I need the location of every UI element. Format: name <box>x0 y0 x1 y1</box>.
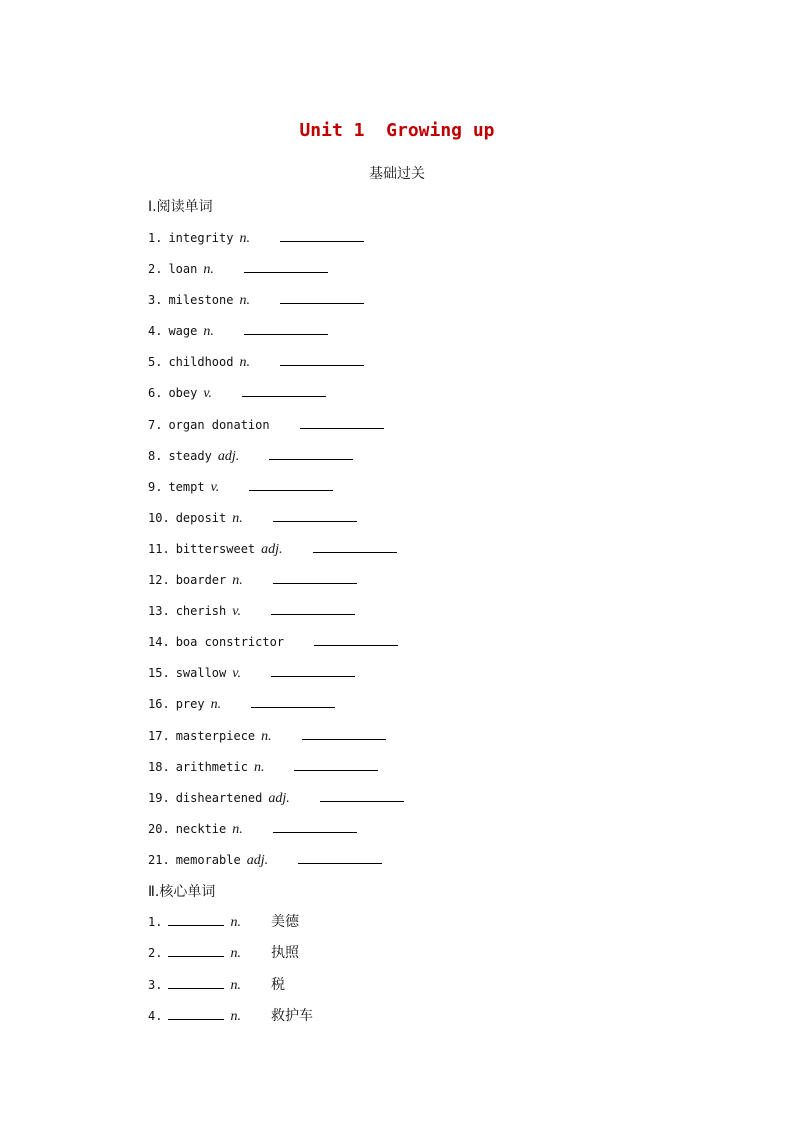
answer-blank[interactable] <box>168 976 224 989</box>
item-number: 16. <box>148 697 170 712</box>
answer-blank[interactable] <box>313 540 397 553</box>
answer-blank[interactable] <box>302 727 386 740</box>
list-item <box>148 416 404 447</box>
item-part-of-speech: n. <box>230 946 241 962</box>
item-word: arithmetic <box>175 759 248 774</box>
answer-blank[interactable] <box>168 1007 224 1020</box>
list-item <box>148 229 404 260</box>
item-word: steady <box>168 448 212 463</box>
item-number: 6. <box>148 386 163 401</box>
list-item <box>148 1007 313 1038</box>
item-number: 20. <box>148 821 170 836</box>
item-word: organ donation <box>168 417 270 432</box>
item-number: 3. <box>148 977 163 992</box>
item-number: 3. <box>148 293 163 308</box>
list-item <box>148 633 404 664</box>
item-number: 1. <box>148 915 163 929</box>
item-part-of-speech: n. <box>230 977 241 993</box>
item-part-of-speech: n. <box>239 293 250 309</box>
answer-blank[interactable] <box>280 229 364 242</box>
item-part-of-speech: v. <box>203 386 213 402</box>
item-word: boa constrictor <box>175 635 285 650</box>
answer-blank[interactable] <box>242 384 326 397</box>
item-part-of-speech: adj. <box>268 790 290 806</box>
answer-blank[interactable] <box>244 260 328 273</box>
item-number: 12. <box>148 573 170 588</box>
list-item <box>148 540 404 571</box>
item-part-of-speech: n. <box>232 821 243 837</box>
answer-blank[interactable] <box>320 789 404 802</box>
item-part-of-speech: adj. <box>217 448 240 464</box>
item-part-of-speech: adj. <box>246 852 269 868</box>
item-number: 4. <box>148 1008 163 1023</box>
item-number: 14. <box>148 635 170 650</box>
item-part-of-speech: n. <box>239 231 250 246</box>
answer-blank[interactable] <box>280 353 364 366</box>
answer-blank[interactable] <box>294 758 378 771</box>
reading-words-list <box>148 229 404 882</box>
core-words-list <box>148 913 313 1038</box>
list-item <box>148 820 404 851</box>
item-number: 5. <box>148 355 163 370</box>
item-number: 15. <box>148 666 170 681</box>
item-word: disheartened <box>175 790 263 805</box>
item-part-of-speech: v. <box>210 479 220 495</box>
answer-blank[interactable] <box>269 447 353 460</box>
answer-blank[interactable] <box>251 695 335 708</box>
item-word: milestone <box>168 293 234 308</box>
answer-blank[interactable] <box>271 664 355 677</box>
list-item <box>148 478 404 509</box>
item-word: tempt <box>168 479 205 494</box>
item-part-of-speech: adj. <box>261 541 283 557</box>
list-item <box>148 602 404 633</box>
item-number: 1. <box>148 231 163 245</box>
list-item <box>148 758 404 789</box>
item-word: swallow <box>175 666 227 681</box>
list-item <box>148 789 404 820</box>
item-part-of-speech: v. <box>232 604 241 620</box>
item-part-of-speech: n. <box>210 697 222 713</box>
list-item <box>148 384 404 415</box>
list-item <box>148 571 404 602</box>
answer-blank[interactable] <box>273 509 357 522</box>
item-word: necktie <box>175 821 227 836</box>
item-meaning: 美德 <box>270 914 299 930</box>
list-item <box>148 322 404 353</box>
item-word: bittersweet <box>175 541 256 556</box>
item-number: 8. <box>148 448 163 463</box>
list-item <box>148 976 313 1007</box>
section-heading-core-words: Ⅱ.核心单词 <box>148 884 216 900</box>
item-number: 13. <box>148 604 170 619</box>
item-number: 10. <box>148 510 170 525</box>
item-word: integrity <box>168 231 234 245</box>
answer-blank[interactable] <box>298 851 382 864</box>
answer-blank[interactable] <box>273 571 357 584</box>
page-subtitle: 基础过关 <box>369 166 425 182</box>
item-number: 2. <box>148 946 163 961</box>
section-heading-reading-words: Ⅰ.阅读单词 <box>148 199 213 215</box>
item-part-of-speech: n. <box>230 915 241 930</box>
item-word: obey <box>168 386 198 401</box>
item-number: 4. <box>148 324 163 339</box>
item-part-of-speech: n. <box>232 510 243 526</box>
list-item <box>148 851 404 882</box>
item-number: 11. <box>148 541 170 556</box>
list-item <box>148 353 404 384</box>
item-meaning: 税 <box>270 976 285 993</box>
item-word: wage <box>168 324 198 339</box>
answer-blank[interactable] <box>300 416 384 429</box>
item-word: masterpiece <box>175 728 256 743</box>
item-word: prey <box>175 697 205 712</box>
item-word: boarder <box>175 573 227 588</box>
item-number: 21. <box>148 852 170 867</box>
item-meaning: 救护车 <box>270 1007 313 1024</box>
item-part-of-speech: n. <box>232 573 243 589</box>
answer-blank[interactable] <box>168 913 224 926</box>
item-meaning: 执照 <box>270 945 299 962</box>
item-word: memorable <box>175 852 241 867</box>
list-item <box>148 944 313 975</box>
list-item <box>148 447 404 478</box>
list-item <box>148 260 404 291</box>
item-number: 2. <box>148 262 163 277</box>
item-part-of-speech: n. <box>230 1008 241 1024</box>
list-item <box>148 695 404 726</box>
item-number: 9. <box>148 479 163 494</box>
item-part-of-speech: n. <box>253 759 265 775</box>
item-part-of-speech: v. <box>232 666 241 682</box>
list-item <box>148 664 404 695</box>
list-item <box>148 913 313 944</box>
answer-blank[interactable] <box>271 602 355 615</box>
item-part-of-speech: n. <box>261 728 272 744</box>
item-part-of-speech: n. <box>203 262 214 278</box>
list-item <box>148 509 404 540</box>
list-item <box>148 727 404 758</box>
answer-blank[interactable] <box>314 633 398 646</box>
answer-blank[interactable] <box>273 820 357 833</box>
page-title: Unit 1 Growing up <box>299 120 495 141</box>
item-number: 18. <box>148 759 170 774</box>
item-part-of-speech: n. <box>203 324 214 340</box>
answer-blank[interactable] <box>280 291 364 304</box>
list-item <box>148 291 404 322</box>
item-number: 17. <box>148 728 170 743</box>
item-word: cherish <box>175 604 227 619</box>
item-number: 19. <box>148 790 170 805</box>
answer-blank[interactable] <box>244 322 328 335</box>
answer-blank[interactable] <box>168 944 224 957</box>
item-word: childhood <box>168 355 234 370</box>
item-part-of-speech: n. <box>239 355 250 371</box>
item-number: 7. <box>148 417 163 432</box>
item-word: loan <box>168 262 198 277</box>
item-word: deposit <box>175 510 227 525</box>
answer-blank[interactable] <box>249 478 333 491</box>
